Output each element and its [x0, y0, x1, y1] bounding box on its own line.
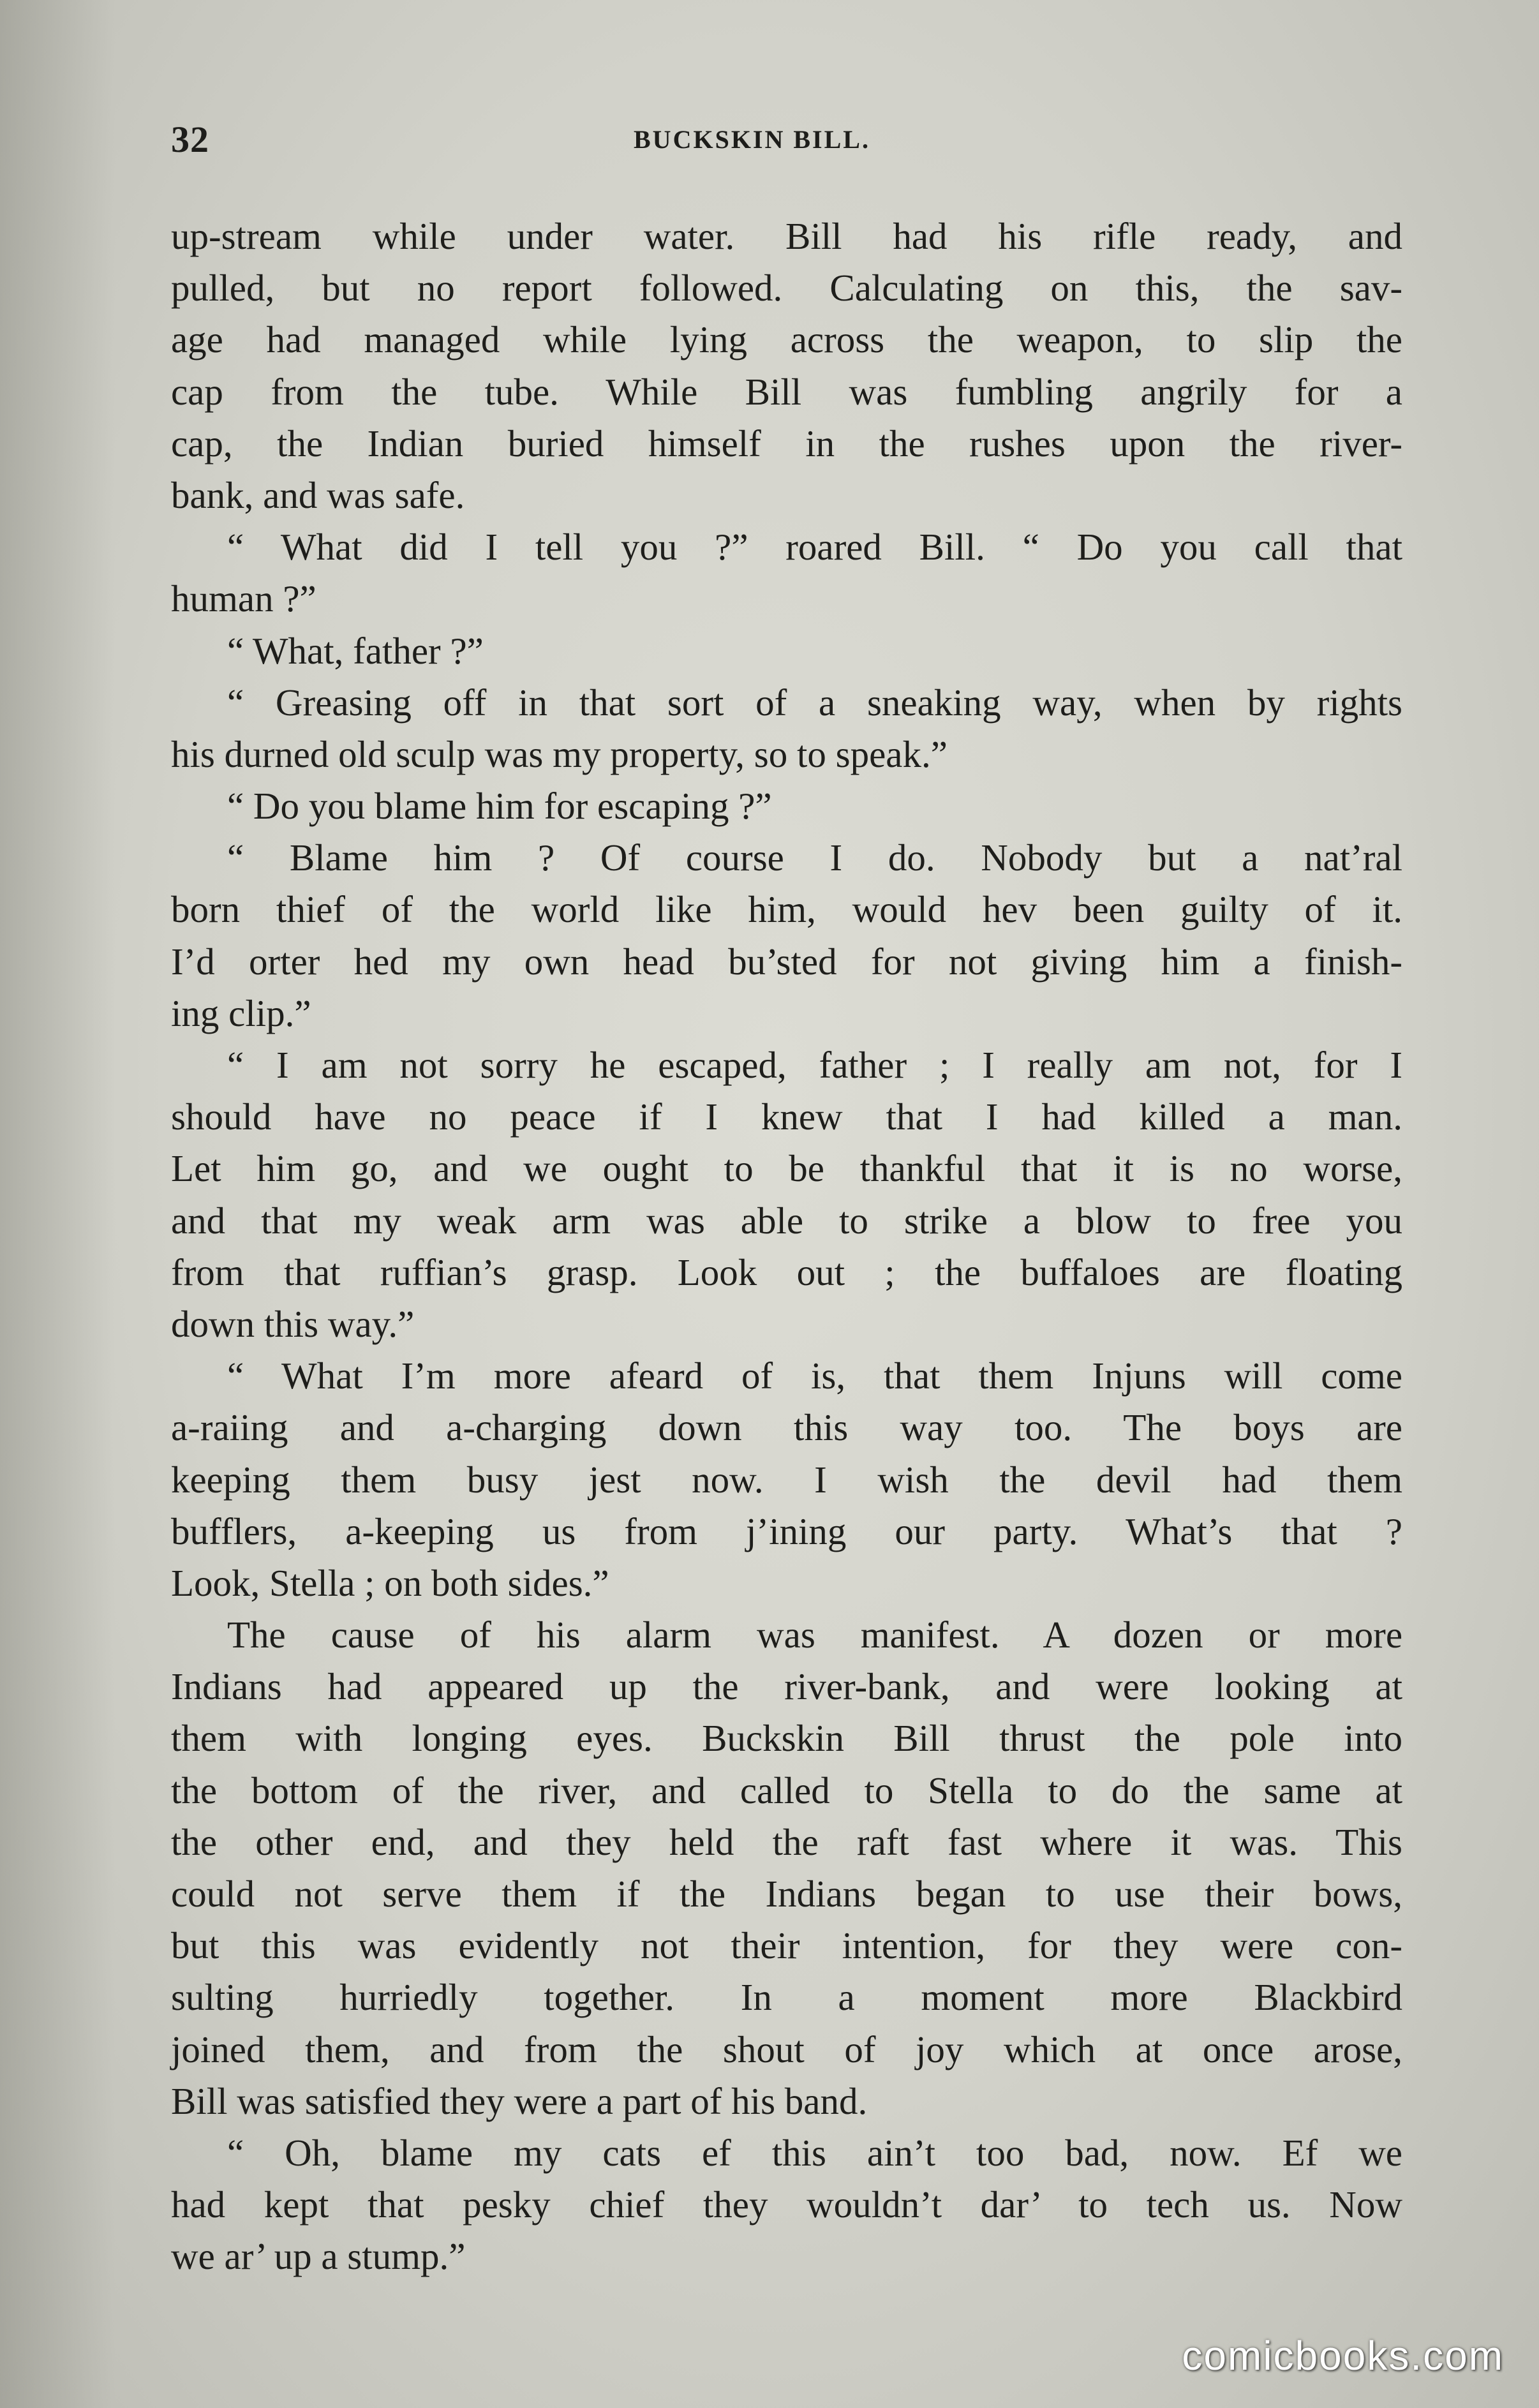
page-number: 32 [171, 119, 209, 160]
text-line: Look, Stella ; on both sides.” [171, 1561, 609, 1604]
text-line: Indians had appeared up the river-bank, and were looking at [171, 1665, 1402, 1708]
text-line: “ What I’m more afeard of is, that them Injuns will come [227, 1355, 1402, 1397]
text-line: sulting hurriedly together. In a moment more Blackbird [171, 1976, 1402, 2019]
text-line: keeping them busy jest now. I wish the devil had them [171, 1458, 1402, 1501]
text-line: the bottom of the river, and called to Stella to do the same at [171, 1769, 1402, 1811]
text-line: bank, and was safe. [171, 473, 465, 516]
text-line: “ I am not sorry he escaped, father ; I really am not, for I [227, 1044, 1402, 1086]
text-line: “ Greasing off in that sort of a sneaking way, when by rights [227, 681, 1402, 724]
text-line: we ar’ up a stump.” [171, 2235, 466, 2278]
text-line: “ What, father ?” [227, 629, 484, 672]
text-line: had kept that pesky chief they wouldn’t dar’ to tech us. Now [171, 2183, 1402, 2226]
text-line: ing clip.” [171, 992, 311, 1034]
text-line: “ Oh, blame my cats ef this ain’t too bad, now. Ef we [227, 2131, 1402, 2174]
running-head [171, 118, 1402, 163]
text-line: them with longing eyes. Buckskin Bill thrust the pole into [171, 1717, 1402, 1760]
running-title: BUCKSKIN BILL. [634, 125, 870, 154]
page-shadow [0, 0, 115, 2408]
text-line: a-raiing and a-charging down this way too. The boys are [171, 1406, 1402, 1449]
text-line: Let him go, and we ought to be thankful that it is no worse, [171, 1147, 1402, 1190]
text-line: up-stream while under water. Bill had his rifle ready, and [171, 215, 1402, 257]
body-text [171, 211, 1402, 2283]
text-line: his durned old sculp was my property, so to speak.” [171, 732, 948, 775]
text-line: but this was evidently not their intention, for they were con- [171, 1924, 1402, 1967]
text-line: and that my weak arm was able to strike a blow to free you [171, 1199, 1402, 1242]
text-line: Bill was satisfied they were a part of his band. [171, 2079, 868, 2122]
text-line: cap, the Indian buried himself in the rushes upon the river- [171, 422, 1402, 465]
watermark: comicbooks.com [1182, 2333, 1504, 2379]
text-line: born thief of the world like him, would hev been guilty of it. [171, 888, 1402, 931]
text-line: from that ruffian’s grasp. Look out ; the buffaloes are floating [171, 1251, 1402, 1293]
text-line: pulled, but no report followed. Calculating on this, the sav- [171, 267, 1402, 309]
text-line: “ What did I tell you ?” roared Bill. “ Do you call that [227, 526, 1402, 569]
text-line: The cause of his alarm was manifest. A dozen or more [227, 1614, 1402, 1656]
text-line: joined them, and from the shout of joy which at once arose, [171, 2028, 1402, 2070]
text-line: down this way.” [171, 1302, 415, 1345]
text-line: human ?” [171, 577, 316, 620]
text-line: I’d orter hed my own head bu’sted for not giving him a finish- [171, 940, 1402, 983]
text-line: age had managed while lying across the weapon, to slip the [171, 318, 1402, 361]
text-line: the other end, and they held the raft fast where it was. This [171, 1820, 1402, 1863]
text-line: bufflers, a-keeping us from j’ining our party. What’s that ? [171, 1510, 1402, 1552]
text-line: could not serve them if the Indians began to use their bows, [171, 1873, 1402, 1915]
text-line: should have no peace if I knew that I had killed a man. [171, 1096, 1402, 1138]
text-line: cap from the tube. While Bill was fumbling angrily for a [171, 370, 1402, 413]
text-line: “ Do you blame him for escaping ?” [227, 785, 772, 828]
text-line: “ Blame him ? Of course I do. Nobody but a nat’ral [227, 836, 1402, 879]
